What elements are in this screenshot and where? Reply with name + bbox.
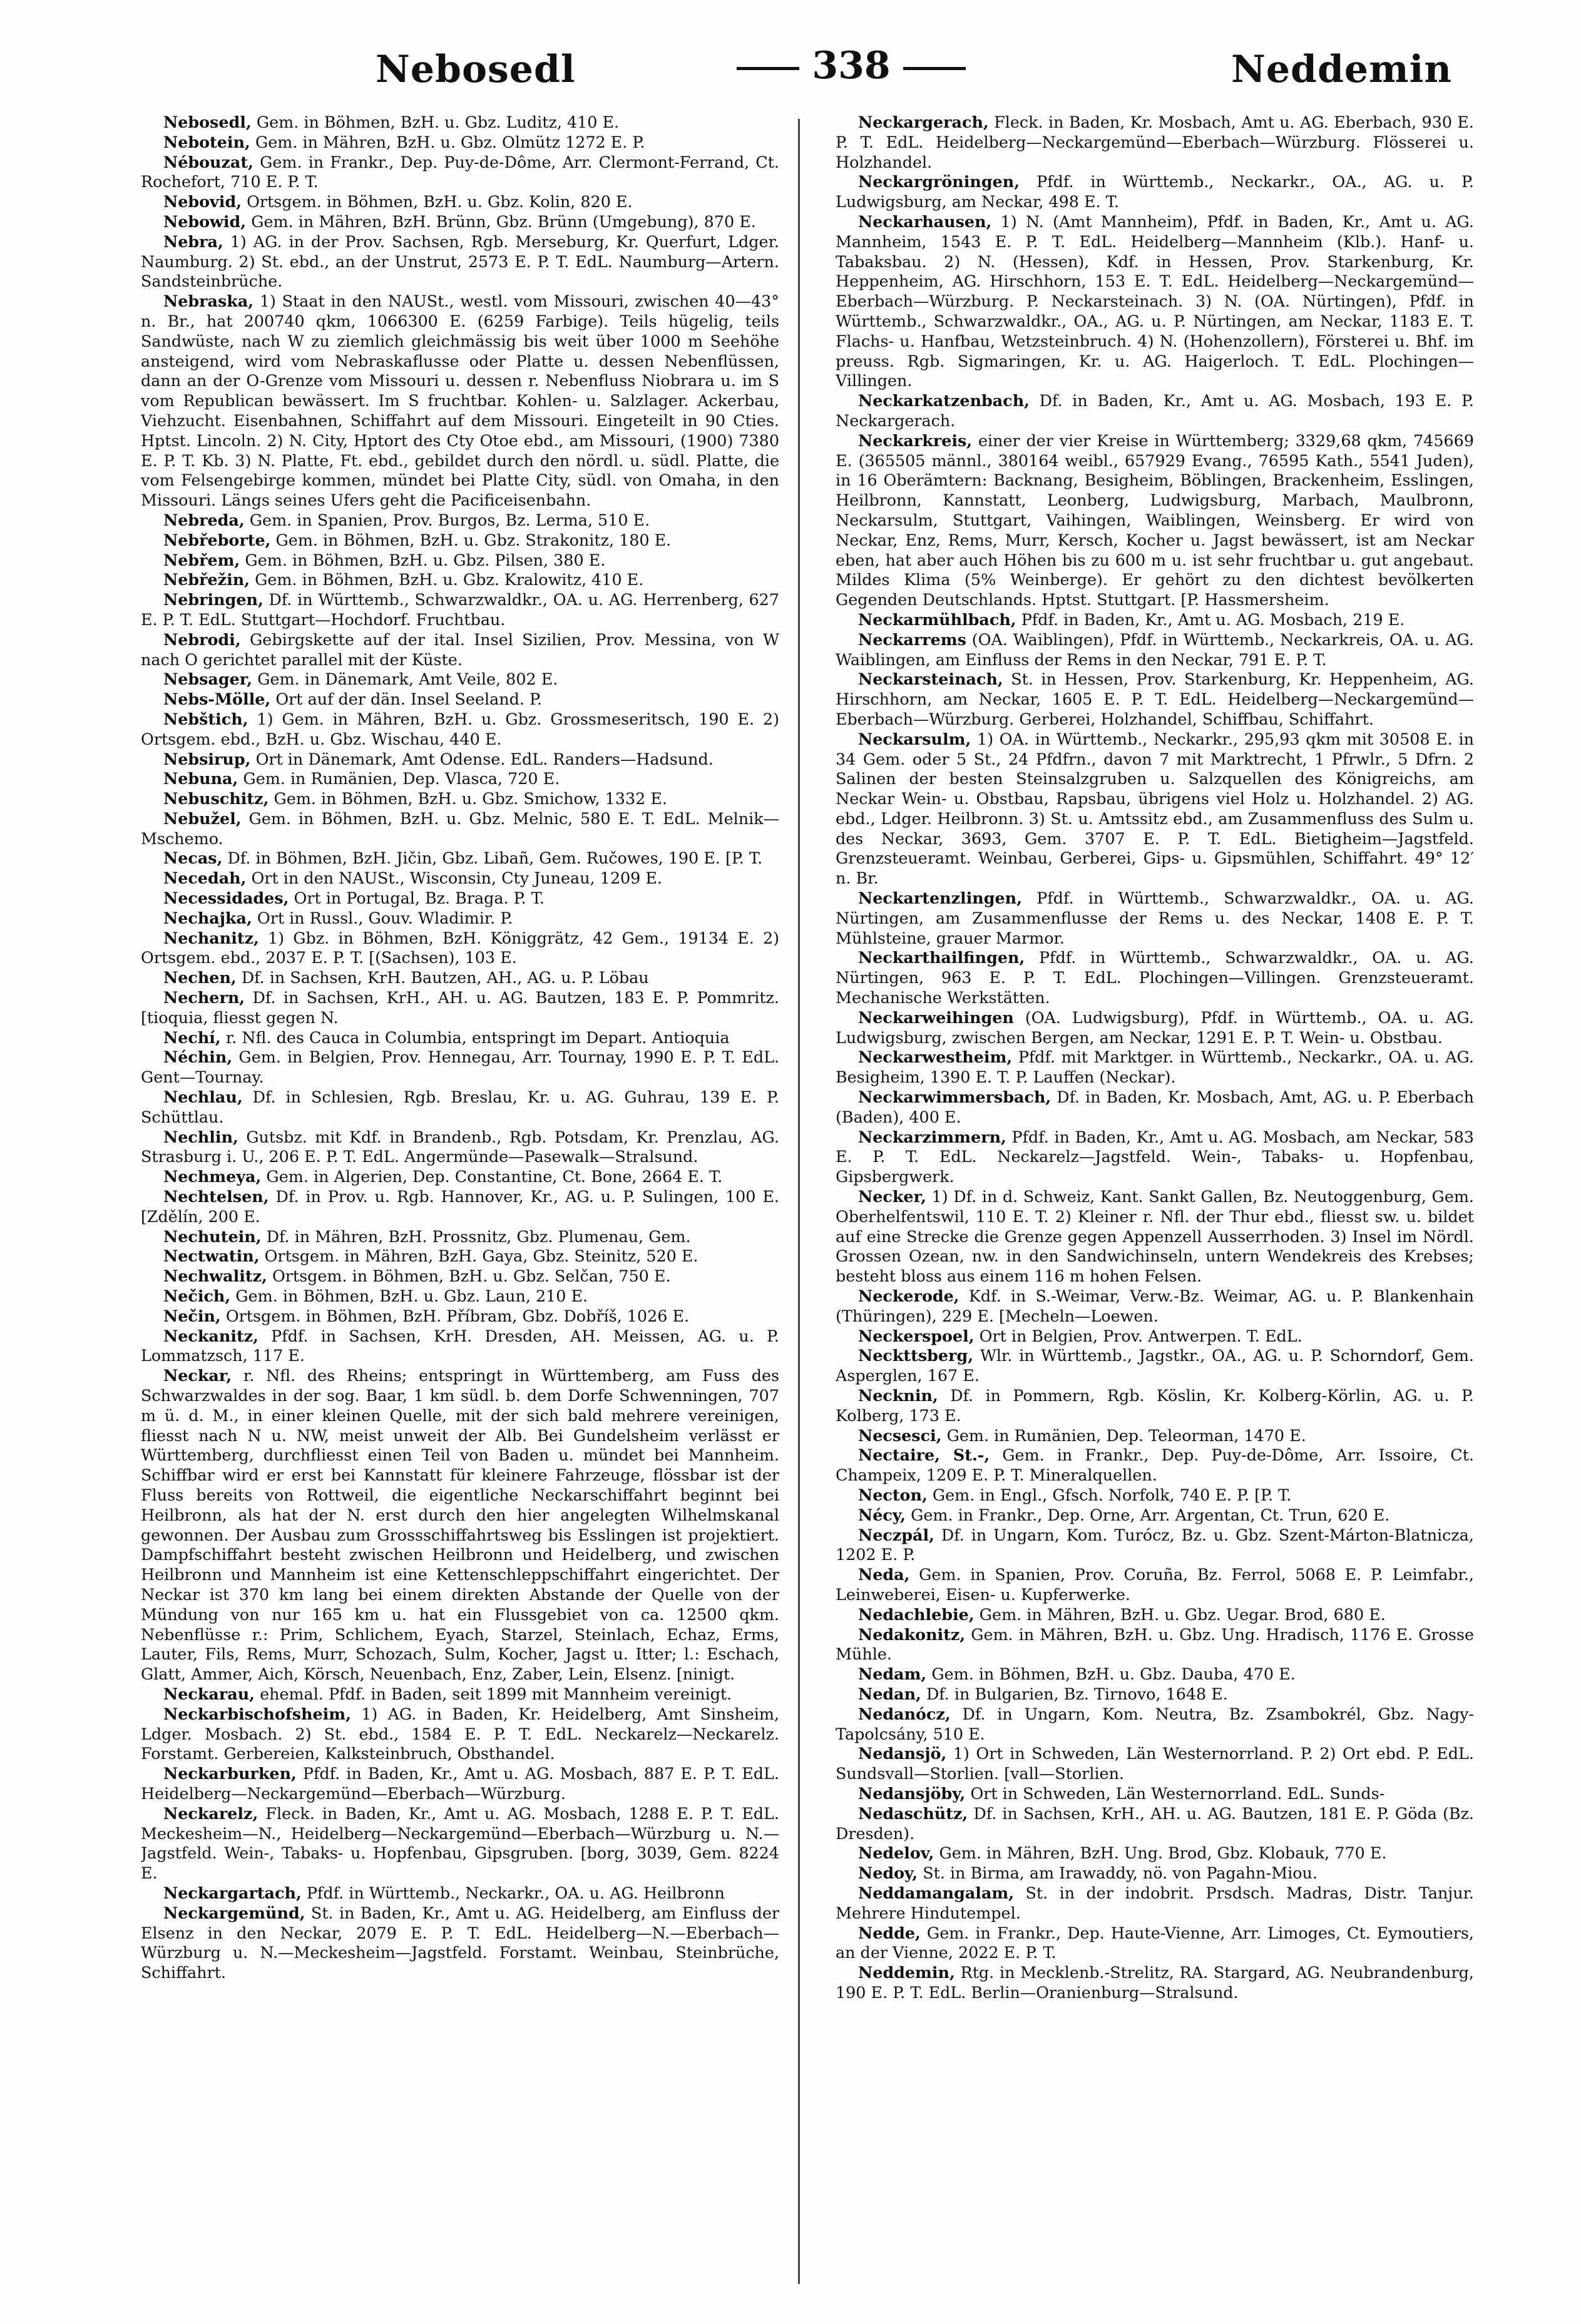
entry-headword: Neddamangalam,: [858, 1883, 1015, 1902]
entry-headword: Nečin,: [163, 1306, 221, 1325]
entry-text: Df. in Prov. u. Rgb. Hannover, Kr., AG. u. P. Sulingen, 100 E. [Zdělín, 200 E.: [141, 1187, 779, 1226]
entry-text: Ort in Russl., Gouv. Wladimir. P.: [252, 908, 513, 927]
entry-headword: Neckarburken,: [163, 1764, 297, 1783]
entry-text: Pfdf. in Baden, Kr., Amt u. AG. Mosbach, 887 E. P. T. EdL. Heidelberg—Neckargemünd—Eberbach—Würzburg.: [141, 1764, 779, 1803]
entry-text: Gem. in Spanien, Prov. Coruña, Bz. Ferrol, 5068 E. P. Leimfabr., Leinweberei, Eisen- u. Kupferwerke.: [836, 1565, 1474, 1604]
dictionary-entry: [836, 1486, 1474, 1506]
page-header: [75, 44, 1502, 113]
entry-text: Gem. in Böhmen, BzH. u. Gbz. Luditz, 410 E.: [251, 113, 620, 131]
dictionary-entry: [141, 1883, 779, 1904]
entry-headword: Nebsirup,: [163, 749, 251, 768]
entry-headword: Neckarhausen,: [858, 212, 992, 231]
entry-headword: Nebowid,: [163, 212, 247, 231]
entry-headword: Neckarweihingen: [858, 1007, 1014, 1027]
dictionary-entry: [141, 212, 779, 232]
dictionary-entry: [836, 113, 1474, 172]
entry-text: Df. in Württemb., Schwarzwaldkr., OA. u. AG. Herrenberg, 627 E. P. T. EdL. Stuttgart—Hochdorf. Fruchtbau.: [141, 590, 779, 629]
entry-text: Ort in den NAUSt., Wisconsin, Cty Juneau, 1209 E.: [246, 869, 662, 888]
entry-headword: Nebužel,: [163, 808, 242, 828]
entry-text: Gem. in Frankr., Dep. Haute-Vienne, Arr. Limoges, Ct. Eymoutiers, an der Vienne, 2022 E. P. T.: [836, 1923, 1474, 1962]
entry-headword: Nedachlebie,: [858, 1604, 975, 1624]
entry-text: Pfdf. in Sachsen, KrH. Dresden, AH. Meissen, AG. u. P. Lommatzsch, 117 E.: [141, 1326, 779, 1365]
entry-text: Df. in Sachsen, KrH. Bautzen, AH., AG. u. P. Löbau: [236, 968, 649, 987]
entry-headword: Necsesci,: [858, 1425, 942, 1445]
entry-headword: Neckargröningen,: [858, 172, 1020, 191]
entry-text: Df. in Mähren, BzH. Prossnitz, Gbz. Plumenau, Gem.: [261, 1226, 691, 1246]
dictionary-entry: [141, 192, 779, 212]
entry-headword: Neckerspoel,: [858, 1326, 975, 1345]
right-column: [836, 113, 1474, 2290]
entry-text: Gem. in Böhmen, BzH. u. Gbz. Laun, 210 E.: [230, 1287, 588, 1306]
dictionary-entry: [836, 1664, 1474, 1684]
dictionary-entry: [836, 1863, 1474, 1883]
entry-text: Gem. in Frankr., Dep. Orne, Arr. Argentan, Ct. Trun, 620 E.: [906, 1505, 1390, 1524]
dictionary-entry: [836, 1327, 1474, 1347]
entry-headword: Neckarzimmern,: [858, 1127, 1006, 1146]
entry-headword: Nedan,: [858, 1684, 921, 1703]
dictionary-entry: [836, 1287, 1474, 1327]
dictionary-entry: [836, 670, 1474, 729]
dictionary-entry: [836, 730, 1474, 889]
entry-text: Gem. in Spanien, Prov. Burgos, Bz. Lerma, 510 E.: [244, 510, 650, 529]
entry-headword: Neckargartach,: [163, 1883, 302, 1902]
entry-headword: Neczpál,: [858, 1525, 934, 1544]
entry-text: (OA. Ludwigsburg), Pfdf. in Württemb., OA. u. AG. Ludwigsburg, zwischen Bergen, am Neckar, 1291 E. P. T. Wein- u. Obstbau.: [836, 1007, 1474, 1047]
entry-headword: Nebreda,: [163, 510, 245, 529]
dictionary-entry: [836, 1883, 1474, 1924]
dictionary-entry: [141, 1167, 779, 1187]
entry-text: Pfdf. in Württemb., Neckarkr., OA. u. AG. Heilbronn: [301, 1883, 725, 1902]
entry-text: r. Nfl. des Rheins; entspringt in Württemberg, am Fuss des Schwarzwaldes in der sog. Baar, 1 km südl. b. dem Dorfe Schwenningen, 707 m ü. d. M., in einer kleinen Quelle, mit der sich bald mehrere vereinigen, fliesst nach N u. NW, meist unweit der Alb. Bei Gundelsheim verlässt er Württemberg, durchfliesst einen Teil von Baden u. mündet bei Mannheim. Schiffbar wird er erst bei Kannstatt für kleinere Fahrzeuge, flössbar ist der Fluss bereits von Rottweil, die eigentliche Neckarschiffahrt beginnt bei Heilbronn, als hat der N. erst durch den hier angelegten Wilhelmskanal gewonnen. Der Ausbau zum Grossschiffahrtsweg bis Esslingen ist projektiert. Dampfschiffahrt besteht zwischen Heilbronn und Heidelberg, und zwischen Heilbronn und Mannheim ist eine Kettenschleppschiffahrt eingerichtet. Der Neckar ist 370 km lang bei einem direkten Abstande der Quelle von der Mündung von nur 165 km u. hat ein Flussgebiet von ca. 12500 qkm. Nebenflüsse r.: Prim, Schlichem, Eyach, Starzel, Steinlach, Echaz, Erms, Lauter, Fils, Rems, Murr, Schozach, Sulm, Kocher, Jagst u. Itter; l.: Eschach, Glatt, Ammer, Aich, Körsch, Neuenbach, Enz, Zaber, Lein, Elsenz. [ninigt.: [141, 1366, 779, 1684]
entry-headword: Neckanitz,: [163, 1326, 258, 1345]
entry-headword: Nedde,: [858, 1923, 921, 1942]
entry-headword: Neckttsberg,: [858, 1346, 974, 1365]
entry-headword: Nebštich,: [163, 709, 248, 728]
dictionary-entry: [141, 590, 779, 630]
entry-text: Gem. in Böhmen, BzH. u. Gbz. Pilsen, 380 E.: [240, 550, 606, 569]
entry-text: Gem. in Böhmen, BzH. u. Gbz. Smichow, 1332 E.: [269, 789, 667, 808]
dictionary-entry: [836, 1843, 1474, 1863]
entry-text: Df. in Baden, Kr., Amt u. AG. Mosbach, 193 E. P. Neckargerach.: [836, 391, 1474, 430]
dictionary-entry: [141, 1047, 779, 1088]
dictionary-entry: [141, 1266, 779, 1287]
dictionary-entry: [141, 292, 779, 511]
entry-headword: Nebuna,: [163, 769, 238, 788]
entry-text: Gem. in Böhmen, BzH. u. Gbz. Dauba, 470 E.: [926, 1664, 1296, 1684]
entry-headword: Neckarkatzenbach,: [858, 391, 1030, 410]
entry-text: Ort in Schweden, Län Westernorrland. EdL. Sunds-: [965, 1783, 1385, 1803]
entry-text: Gebirgskette auf der ital. Insel Sizilien, Prov. Messina, von W nach O gerichtet parallel mit der Küste.: [141, 629, 779, 669]
entry-text: Df. in Böhmen, BzH. Jičin, Gbz. Libañ, Gem. Ručowes, 190 E. [P. T.: [222, 849, 763, 868]
dictionary-entry: [836, 1506, 1474, 1526]
entry-headword: Nechlin,: [163, 1127, 238, 1146]
entry-headword: Nebuschitz,: [163, 789, 269, 808]
entry-headword: Nebovid,: [163, 192, 242, 212]
dictionary-entry: [836, 212, 1474, 391]
entry-text: (OA. Waiblingen), Pfdf. in Württemb., Neckarkreis, OA. u. AG. Waiblingen, am Einfluss der Rems in den Neckar, 791 E. P. T.: [836, 629, 1474, 669]
dictionary-entry: [141, 1287, 779, 1307]
entry-text: Gem. in Rumänien, Dep. Vlasca, 720 E.: [238, 769, 560, 788]
entry-headword: Neckarau,: [163, 1684, 255, 1703]
entry-headword: Neckar,: [163, 1366, 232, 1385]
dictionary-entry: [141, 1246, 779, 1266]
entry-headword: Nechmeya,: [163, 1167, 262, 1186]
dictionary-entry: [836, 1684, 1474, 1705]
header-right-catchword: Neddemin: [1231, 48, 1452, 91]
entry-headword: Neckarbischofsheim,: [163, 1704, 351, 1723]
entry-text: Gem. in Böhmen, BzH. u. Gbz. Strakonitz, 180 E.: [270, 530, 672, 549]
entry-headword: Nécy,: [858, 1505, 906, 1524]
dictionary-entry: [141, 988, 779, 1028]
entry-text: Wlr. in Württemb., Jagstkr., OA., AG. u. P. Schorndorf, Gem. Asperglen, 167 E.: [836, 1346, 1474, 1385]
entry-text: einer der vier Kreise in Württemberg; 3329,68 qkm, 745669 E. (365505 männl., 380164 weibl., 657929 Evang., 76595 Kath., 5541 Juden), in 16 Oberämtern: Backnang, Besigheim, Böblingen, Brackenheim, Esslingen, Heilbronn, Kannstatt, Leonberg, Ludwigsburg, Marbach, Maulbronn, Neckarsulm, Stuttgart, Vaihingen, Waiblingen, Weinsberg. Er wird von Neckar, Enz, Rems, Murr, Kersch, Kocher u. Jagst bewässert, ist am Neckar eben, hat aber auch Höhen bis zu 600 m u. ist sehr fruchtbar u. gut angebaut. Mildes Klima (5% Weinberge). Er gehört zu den dichtest bevölkerten Gegenden Deutschlands. Hptst. Stuttgart. [P. Hassmersheim.: [836, 431, 1474, 609]
dictionary-entry: [836, 1705, 1474, 1745]
dictionary-entry: [141, 1128, 779, 1168]
page-number: 338: [812, 44, 891, 88]
dictionary-entry: [141, 531, 779, 551]
entry-text: Gem. in Rumänien, Dep. Teleorman, 1470 E.: [941, 1425, 1306, 1445]
entry-text: 1) Df. in d. Schweiz, Kant. Sankt Gallen, Bz. Neutoggenburg, Gem. Oberhelfentswil, 110 E. T. 2) Kleiner r. Nfl. der Thur ebd., fliesst sw. u. bildet auf eine Strecke die Grenze gegen Appenzell Ausserrhoden. 3) Insel im Nördl. Grossen Ozean, nw. in den Sandwichinseln, untern Wendekreis des Krebses; besteht bloss aus einem 116 m hohen Felsen.: [836, 1187, 1474, 1286]
dictionary-entry: [141, 968, 779, 988]
entry-text: Gem. in Mähren, BzH. u. Gbz. Ung. Hradisch, 1176 E. Grosse Mühle.: [836, 1624, 1474, 1664]
dictionary-entry: [141, 909, 779, 929]
dictionary-entry: [141, 670, 779, 690]
entry-headword: Nedaschütz,: [858, 1803, 968, 1823]
entry-headword: Nechen,: [163, 968, 237, 987]
dictionary-entry: [141, 570, 779, 590]
entry-text: Ortsgem. in Böhmen, BzH. u. Gbz. Kolin, 820 E.: [242, 192, 633, 212]
entry-text: Fleck. in Baden, Kr. Mosbach, Amt u. AG. Eberbach, 930 E. P. T. EdL. Heidelberg—Neckargemünd—Eberbach—Würzburg. Flösserei u. Holzhandel.: [836, 113, 1474, 171]
entry-headword: Neckartenzlingen,: [858, 889, 1022, 908]
dictionary-entry: [836, 1784, 1474, 1804]
entry-text: Ortsgem. in Böhmen, BzH. Příbram, Gbz. Dobříš, 1026 E.: [220, 1306, 690, 1325]
entry-headword: Neddemin,: [858, 1963, 955, 1982]
dictionary-entry: [836, 1445, 1474, 1486]
entry-text: St. in Baden, Kr., Amt u. AG. Heidelberg, am Einfluss der Elsenz in den Neckar, 2079 E. P. T. EdL. Heidelberg—N.—Eberbach—Würzburg u. N.—Meckesheim—Jagstfeld. Forstamt. Weinbau, Steinbrüche, Schiffahrt.: [141, 1903, 779, 1982]
entry-text: 1) Ort in Schweden, Län Westernorrland. P. 2) Ort ebd. P. EdL. Sundsvall—Storlien. [vall—Storlien.: [836, 1744, 1474, 1783]
dictionary-entry: [836, 391, 1474, 431]
entry-headword: Neckargerach,: [858, 113, 989, 131]
dictionary-entry: [141, 1028, 779, 1048]
entry-headword: Nedanócz,: [858, 1704, 951, 1723]
entry-text: Df. in Sachsen, KrH., AH. u. AG. Bautzen, 183 E. P. Pommritz. [tioquia, fliesst gegen N.: [141, 988, 779, 1027]
dictionary-entry: [141, 232, 779, 292]
dictionary-entry: [141, 690, 779, 710]
dictionary-entry: [141, 789, 779, 809]
dictionary-entry: [141, 133, 779, 153]
dictionary-entry: [141, 849, 779, 869]
dictionary-entry: [141, 710, 779, 750]
entry-headword: Nedansjö,: [858, 1744, 947, 1763]
entry-text: Pfdf. in Württemb., Neckarkr., OA., AG. u. P. Ludwigsburg, am Neckar, 498 E. T.: [836, 172, 1474, 212]
entry-headword: Nechajka,: [163, 908, 252, 927]
dictionary-entry: [836, 1804, 1474, 1844]
entry-text: Gem. in Dänemark, Amt Veile, 802 E.: [252, 670, 558, 689]
header-dash-left: [737, 67, 799, 70]
entry-headword: Nebřeborte,: [163, 530, 271, 549]
dictionary-entry: [836, 431, 1474, 610]
dictionary-entry: [836, 1426, 1474, 1446]
entry-headword: Neda,: [858, 1565, 910, 1584]
header-left-catchword: Nebosedl: [376, 48, 576, 91]
entry-text: 1) AG. in Baden, Kr. Heidelberg, Amt Sinsheim, Ldger. Mosbach. 2) St. ebd., 1584 E. P. T. EdL. Neckarelz—Neckarelz. Forstamt. Gerbereien, Kalksteinbruch, Obsthandel.: [141, 1704, 779, 1763]
entry-text: Df. in Ungarn, Kom. Turócz, Bz. u. Gbz. Szent-Márton-Blatnicza, 1202 E. P.: [836, 1525, 1474, 1564]
dictionary-entry: [836, 1963, 1474, 2003]
dictionary-entry: [141, 153, 779, 193]
entry-text: 1) Gem. in Mähren, BzH. u. Gbz. Grossmeseritsch, 190 E. 2) Ortsgem. ebd., BzH. u. Gbz. Wischau, 440 E.: [141, 709, 779, 748]
dictionary-entry: [141, 630, 779, 670]
dictionary-entry: [141, 511, 779, 531]
entry-headword: Neckarsulm,: [858, 729, 971, 748]
entry-headword: Neckarwestheim,: [858, 1047, 1013, 1067]
entry-headword: Nedakonitz,: [858, 1624, 966, 1644]
entry-text: Pfdf. in Württemb., Schwarzwaldkr., OA. u. AG. Nürtingen, 963 E. P. T. EdL. Plochingen—Villingen. Grenzsteueramt. Mechanische Werkstätten.: [836, 948, 1474, 1007]
entry-text: Ortsgem. in Böhmen, BzH. u. Gbz. Selčan, 750 E.: [267, 1266, 671, 1286]
entry-headword: Neckarsteinach,: [858, 670, 1003, 689]
dictionary-entry: [141, 889, 779, 909]
entry-headword: Neckarrems: [858, 629, 966, 649]
dictionary-entry: [141, 1705, 779, 1764]
dictionary-entry: [836, 948, 1474, 1007]
dictionary-entry: [141, 869, 779, 889]
dictionary-entry: [141, 1227, 779, 1247]
entry-headword: Neckarwimmersbach,: [858, 1088, 1051, 1107]
column-divider: [798, 119, 800, 2284]
entry-text: ehemal. Pfdf. in Baden, seit 1899 mit Mannheim vereinigt.: [255, 1684, 732, 1703]
dictionary-entry: [141, 1904, 779, 1983]
entry-headword: Necker,: [858, 1187, 926, 1206]
entry-headword: Nechanitz,: [163, 928, 259, 947]
dictionary-entry: [836, 1128, 1474, 1187]
dictionary-entry: [836, 1565, 1474, 1605]
entry-text: Ort in Belgien, Prov. Antwerpen. T. EdL.: [974, 1326, 1302, 1345]
entry-text: St. in der indobrit. Prsdsch. Madras, Distr. Tanjur. Mehrere Hindutempel.: [836, 1883, 1474, 1922]
entry-headword: Nebřežin,: [163, 570, 250, 589]
entry-headword: Nebs-Mölle,: [163, 690, 271, 709]
dictionary-entry: [141, 1327, 779, 1367]
entry-text: Df. in Sachsen, KrH., AH. u. AG. Bautzen, 181 E. P. Göda (Bz. Dresden).: [836, 1803, 1474, 1843]
dictionary-entry: [141, 769, 779, 789]
entry-text: Ort in Portugal, Bz. Braga. P. T.: [289, 889, 545, 908]
entry-headword: Neckarmühlbach,: [858, 609, 1016, 629]
entry-text: 1) OA. in Württemb., Neckarkr., 295,93 qkm mit 30508 E. in 34 Gem. oder 5 St., 24 Pfdfrn., davon 7 mit Marktrecht, 1 Pfrwlr., 5 Dfrn. 2 Salinen der besten Steinsalzgruben u. Salzquellen des Königreichs, am Neckar Wein- u. Obstbau, Rapsbau, übrigens viel Holz u. Holzhandel. 2) AG. ebd., Ldger. Heilbronn. 3) St. u. Amtssitz ebd., am Zusammenfluss des Sulm u. des Neckar, 3693, Gem. 3707 E. P. T. EdL. Bietigheim—Jagstfeld. Grenzsteueramt. Weinbau, Gerberei, Gips- u. Gipsmühlen, Schiffahrt. 49° 12′ n. Br.: [836, 729, 1474, 888]
entry-text: Gem. in Frankr., Dep. Puy-de-Dôme, Arr. Clermont-Ferrand, Ct. Rochefort, 710 E. P. T.: [141, 152, 779, 191]
entry-headword: Nechwalitz,: [163, 1266, 267, 1286]
dictionary-entry: [836, 1047, 1474, 1088]
entry-text: Pfdf. mit Marktger. in Württemb., Neckarkr., OA. u. AG. Besigheim, 1390 E. T. P. Lauffen (Neckar).: [836, 1047, 1474, 1087]
entry-text: Gem. in Mähren, BzH. u. Gbz. Uegar. Brod, 680 E.: [974, 1604, 1386, 1624]
entry-text: Pfdf. in Baden, Kr., Amt u. AG. Mosbach, am Neckar, 583 E. P. T. EdL. Neckarelz—Jagstfeld. Wein-, Tabaks- u. Hopfenbau, Gipsbergwerk.: [836, 1127, 1474, 1186]
dictionary-entry: [141, 929, 779, 969]
dictionary-entry: [141, 1088, 779, 1128]
entry-text: Rtg. in Mecklenb.-Strelitz, RA. Stargard, AG. Neubrandenburg, 190 E. P. T. EdL. Berlin—Oranienburg—Stralsund.: [836, 1963, 1474, 2002]
entry-headword: Necedah,: [163, 869, 247, 888]
left-column: [141, 113, 779, 2290]
dictionary-entry: [836, 630, 1474, 670]
entry-text: Gem. in Böhmen, BzH. u. Gbz. Melnic, 580 E. T. EdL. Melnik—Mschemo.: [141, 808, 779, 848]
entry-text: Gem. in Engl., Gfsch. Norfolk, 740 E. P. [P. T.: [927, 1485, 1292, 1504]
entry-headword: Nechern,: [163, 988, 245, 1007]
entry-text: Ortsgem. in Mähren, BzH. Gaya, Gbz. Steinitz, 520 E.: [259, 1246, 698, 1266]
entry-headword: Nedoy,: [858, 1863, 918, 1883]
entry-text: St. in Birma, am Irawaddy, nö. von Pagahn-Miou.: [918, 1863, 1318, 1883]
entry-headword: Neckarkreis,: [858, 431, 973, 450]
entry-headword: Nebringen,: [163, 590, 264, 609]
dictionary-entry: [836, 1088, 1474, 1128]
entry-headword: Neckarelz,: [163, 1803, 258, 1823]
entry-headword: Nebotein,: [163, 132, 250, 151]
dictionary-entry: [836, 889, 1474, 948]
dictionary-entry: [141, 113, 779, 133]
entry-headword: Neckerode,: [858, 1287, 959, 1306]
entry-headword: Nebra,: [163, 232, 223, 251]
dictionary-entry: [141, 809, 779, 849]
dictionary-entry: [141, 1366, 779, 1684]
dictionary-entry: [836, 1625, 1474, 1665]
entry-headword: Nechtelsen,: [163, 1187, 269, 1206]
dictionary-entry: [836, 1605, 1474, 1625]
entry-text: r. Nfl. des Cauca in Columbia, entspringt im Depart. Antioquia: [220, 1027, 730, 1047]
entry-text: Gem. in Mähren, BzH. Brünn, Gbz. Brünn (Umgebung), 870 E.: [246, 212, 756, 231]
entry-text: St. in Hessen, Prov. Starkenburg, Kr. Heppenheim, AG. Hirschhorn, am Neckar, 1605 E. P. T. EdL. Heidelberg—Neckargemünd—Eberbach—Würzburg. Gerberei, Holzhandel, Schiffbau, Schiffahrt.: [836, 670, 1474, 728]
entry-text: 1) Gbz. in Böhmen, BzH. Königgrätz, 42 Gem., 19134 E. 2) Ortsgem. ebd., 2037 E. P. T. [(Sachsen), 103 E.: [141, 928, 779, 967]
entry-text: 1) AG. in der Prov. Sachsen, Rgb. Merseburg, Kr. Querfurt, Ldger. Naumburg. 2) St. ebd., an der Unstrut, 2573 E. P. T. EdL. Naumburg—Artern. Sandsteinbrüche.: [141, 232, 779, 291]
entry-text: Gem. in Belgien, Prov. Hennegau, Arr. Tournay, 1990 E. P. T. EdL. Gent—Tournay.: [141, 1047, 779, 1087]
entry-text: Ort in Dänemark, Amt Odense. EdL. Randers—Hadsund.: [250, 749, 714, 768]
dictionary-entry: [836, 1346, 1474, 1386]
entry-headword: Nečich,: [163, 1287, 231, 1306]
entry-text: Gutsbz. mit Kdf. in Brandenb., Rgb. Potsdam, Kr. Prenzlau, AG. Strasburg i. U., 206 E. P. T. EdL. Angermünde—Pasewalk—Stralsund.: [141, 1127, 779, 1166]
dictionary-entry: [836, 1187, 1474, 1287]
dictionary-entry: [141, 551, 779, 571]
entry-text: Gem. in Frankr., Dep. Puy-de-Dôme, Arr. Issoire, Ct. Champeix, 1209 E. P. T. Mineralquellen.: [836, 1445, 1474, 1485]
entry-headword: Nechutein,: [163, 1226, 262, 1246]
dictionary-entry: [141, 1764, 779, 1804]
entry-text: Df. in Pommern, Rgb. Köslin, Kr. Kolberg-Körlin, AG. u. P. Kolberg, 173 E.: [836, 1386, 1474, 1425]
entry-headword: Nechlau,: [163, 1088, 243, 1107]
entry-text: Pfdf. in Baden, Kr., Amt u. AG. Mosbach, 219 E.: [1016, 609, 1405, 629]
entry-headword: Nébouzat,: [163, 152, 253, 171]
entry-headword: Nedelov,: [858, 1843, 934, 1863]
entry-headword: Nebsager,: [163, 670, 253, 689]
entry-text: Df. in Baden, Kr. Mosbach, Amt, AG. u. P. Eberbach (Baden), 400 E.: [836, 1088, 1474, 1126]
entry-text: Gem. in Algerien, Dep. Constantine, Ct. Bone, 2664 E. T.: [261, 1167, 723, 1186]
entry-headword: Necas,: [163, 849, 223, 868]
entry-headword: Nectaire, St.-,: [858, 1445, 990, 1465]
entry-headword: Nebosedl,: [163, 113, 252, 131]
dictionary-entry: [141, 750, 779, 770]
dictionary-entry: [836, 610, 1474, 630]
entry-headword: Nechí,: [163, 1027, 221, 1047]
dictionary-entry: [836, 1386, 1474, 1426]
dictionary-entry: [141, 1307, 779, 1327]
entry-headword: Nebraska,: [163, 292, 254, 311]
page-number-block: [720, 44, 983, 88]
entry-headword: Nebřem,: [163, 550, 240, 569]
dictionary-entry: [836, 1924, 1474, 1964]
entry-headword: Néchin,: [163, 1047, 233, 1067]
entry-text: 1) N. (Amt Mannheim), Pfdf. in Baden, Kr., Amt u. AG. Mannheim, 1543 E. P. T. EdL. Heidelberg—Mannheim (Klb.). Hanf- u. Tabaksbau. 2) N. (Hessen), Kdf. in Hessen, Prov. Starkenburg, Kr. Heppenheim, AG. Hirschhorn, 153 E. T. EdL. Heidelberg—Neckargemünd—Eberbach—Würzburg. P. Neckarsteinach. 3) N. (OA. Nürtingen), Pfdf. in Württemb., Schwarzwaldkr., OA., AG. u. P. Nürtingen, am Neckar, 1183 E. T. Flachs- u. Hanfbau, Wetzsteinbruch. 4) N. (Hohenzollern), Försterei u. Bhf. im preuss. Rgb. Sigmaringen, Kr. u. AG. Haigerloch. T. EdL. Plochingen—Villingen.: [836, 212, 1474, 390]
entry-text: Ort auf der dän. Insel Seeland. P.: [270, 690, 543, 709]
entry-headword: Neckarthailfingen,: [858, 948, 1025, 967]
entry-text: Gem. in Mähren, BzH. Ung. Brod, Gbz. Klobauk, 770 E.: [934, 1843, 1387, 1863]
entry-text: Gem. in Böhmen, BzH. u. Gbz. Kralowitz, 410 E.: [250, 570, 644, 589]
dictionary-entry: [141, 1804, 779, 1883]
dictionary-entry: [141, 1187, 779, 1227]
entry-text: Gem. in Mähren, BzH. u. Gbz. Olmütz 1272 E. P.: [250, 132, 645, 151]
entry-headword: Necton,: [858, 1485, 928, 1504]
entry-text: Kdf. in S.-Weimar, Verw.-Bz. Weimar, AG. u. P. Blankenhain (Thüringen), 229 E. [Mecheln—Loewen.: [836, 1287, 1474, 1325]
dictionary-entry: [836, 1008, 1474, 1048]
entry-text: 1) Staat in den NAUSt., westl. vom Missouri, zwischen 40—43° n. Br., hat 200740 qkm, 1066300 E. (6259 Farbige). Teils hügelig, teils Sandwüste, nach W zu ziemlich gleichmässig bis weit über 1000 m Seehöhe ansteigend, wird vom Nebraskaflusse oder Platte u. dessen Nebenflüssen, dann an der O-Grenze vom Missouri u. dessen r. Nebenfluss Niobrara u. im S vom Republican bewässert. Im S fruchtbar. Kohlen- u. Salzlager. Ackerbau, Viehzucht. Eisenbahnen, Schiffahrt auf dem Missouri. Eingeteilt in 90 Cties. Hptst. Lincoln. 2) N. City, Hptort des Cty Otoe ebd., am Missouri, (1900) 7380 E. P. T. Kb. 3) N. Platte, Ft. ebd., gebildet durch den nördl. u. südl. Platte, die vom Felsengebirge kommen, mündet bei Platte City, südl. von Omaha, in den Missouri. Längs seines Ufers geht die Pacificeisenbahn.: [141, 292, 779, 510]
entry-text: Fleck. in Baden, Kr., Amt u. AG. Mosbach, 1288 E. P. T. EdL. Meckesheim—N., Heidelberg—Neckargemünd—Eberbach—Würzburg u. N.—Jagstfeld. Wein-, Tabaks- u. Hopfenbau, Gipsgruben. [borg, 3039, Gem. 8224 E.: [141, 1803, 779, 1883]
entry-headword: Nectwatin,: [163, 1246, 260, 1266]
entry-text: Df. in Ungarn, Kom. Neutra, Bz. Zsambokrél, Gbz. Nagy-Tapolcsány, 510 E.: [836, 1704, 1474, 1743]
dictionary-entry: [836, 1526, 1474, 1566]
header-dash-right: [903, 67, 966, 70]
entry-headword: Nedansjöby,: [858, 1783, 966, 1803]
dictionary-entry: [836, 1744, 1474, 1784]
entry-text: Df. in Bulgarien, Bz. Tirnovo, 1648 E.: [921, 1684, 1228, 1703]
entry-headword: Neckargemünd,: [163, 1903, 305, 1922]
dictionary-entry: [836, 172, 1474, 212]
entry-text: Pfdf. in Württemb., Schwarzwaldkr., OA. u. AG. Nürtingen, am Zusammenflusse der Rems u. des Neckar, 1408 E. P. T. Mühlsteine, grauer Marmor.: [836, 889, 1474, 947]
entry-text: Df. in Schlesien, Rgb. Breslau, Kr. u. AG. Guhrau, 139 E. P. Schüttlau.: [141, 1088, 779, 1126]
dictionary-entry: [141, 1684, 779, 1705]
entry-headword: Nedam,: [858, 1664, 927, 1684]
entry-headword: Nebrodi,: [163, 629, 241, 649]
entry-headword: Necknin,: [858, 1386, 938, 1405]
entry-headword: Necessidades,: [163, 889, 289, 908]
